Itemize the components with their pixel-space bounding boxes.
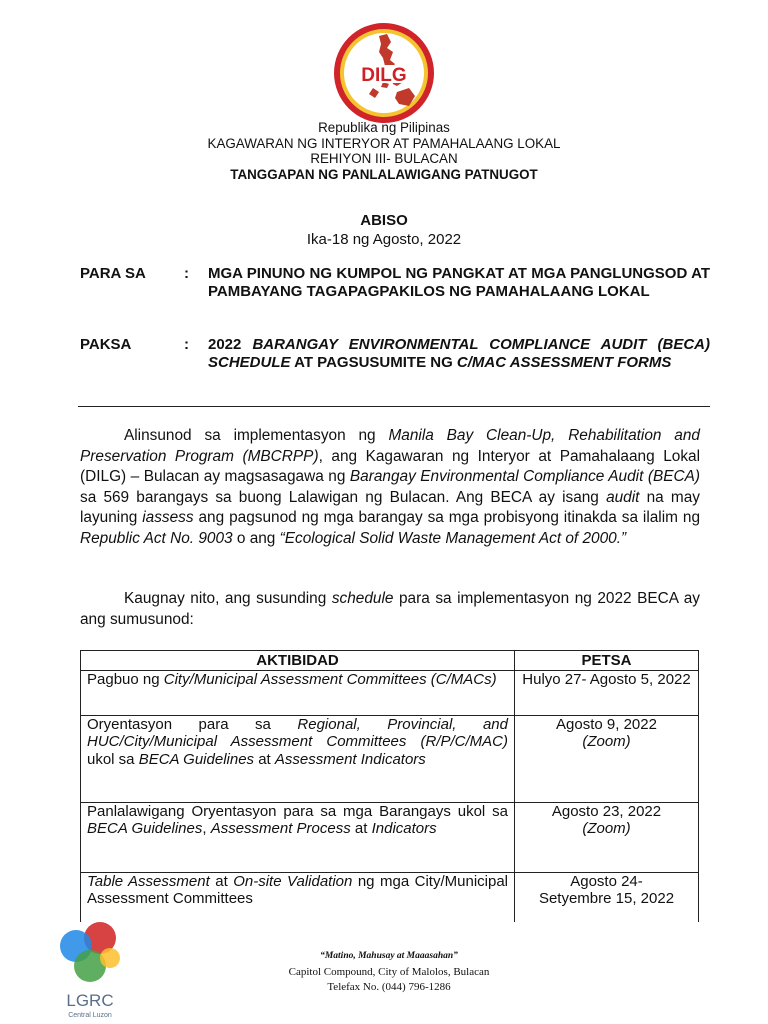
table-row	[81, 715, 699, 802]
divider-line	[78, 406, 710, 407]
footer-address	[0, 965, 768, 995]
seal-text: DILG	[361, 65, 407, 86]
table-row	[81, 670, 699, 715]
paksa-label: PAKSA	[80, 336, 132, 353]
header-department: KAGAWARAN NG INTERYOR AT PAMAHALAANG LOKAL	[207, 135, 561, 151]
body-paragraph-2: Kaugnay nito, ang susunding schedule para sa implementasyon ng 2022 BECA ay ang sumusunod:	[80, 590, 700, 628]
para-sa-label: PARA SA	[80, 265, 146, 282]
activity-cell: Table Assessment at On-site Validation ng mga City/Municipal Assessment Committees	[81, 872, 515, 922]
letterhead	[0, 120, 768, 182]
date-cell: Agosto 9, 2022 (Zoom)	[515, 715, 699, 802]
lgrc-subtext: Central Luzon	[68, 1012, 112, 1019]
header-republic: Republika ng Pilipinas	[318, 120, 450, 135]
paksa-colon: :	[184, 336, 189, 353]
date-cell: Hulyo 27- Agosto 5, 2022	[515, 670, 699, 715]
date-cell: Agosto 24- Setyembre 15, 2022	[515, 872, 699, 922]
date-cell: Agosto 23, 2022 (Zoom)	[515, 802, 699, 872]
lgrc-text: LGRC	[66, 991, 114, 1010]
para-sa-colon: :	[184, 265, 189, 282]
footer-address-line: Capitol Compound, City of Malolos, Bulacan	[288, 966, 490, 978]
table-header-row	[81, 651, 699, 671]
footer-motto: “Matino, Mahusay at Maaasahan”	[320, 951, 458, 961]
dilg-seal-logo	[333, 22, 435, 124]
table-row	[81, 802, 699, 872]
header-region: REHIYON III- BULACAN	[310, 151, 458, 166]
notice-heading	[0, 211, 768, 249]
schedule-table	[80, 650, 699, 922]
paksa-value: 2022 BARANGAY ENVIRONMENTAL COMPLIANCE AUDIT (BECA) SCHEDULE AT PAGSUSUMITE NG C/MAC ASSESSMENT FORMS	[208, 336, 710, 371]
header-aktibidad: AKTIBIDAD	[81, 651, 515, 671]
footer-telefax: Telefax No. (044) 796-1286	[327, 981, 451, 993]
header-petsa: PETSA	[515, 651, 699, 671]
header-office: TANGGAPAN NG PANLALAWIGANG PATNUGOT	[230, 166, 538, 182]
activity-cell: Pagbuo ng City/Municipal Assessment Committees (C/MACs)	[81, 670, 515, 715]
para-sa-value: MGA PINUNO NG KUMPOL NG PANGKAT AT MGA PANGLUNGSOD AT PAMBAYANG TAGAPAGPAKILOS NG PAMAHALAANG LOKAL	[208, 265, 710, 300]
body-paragraph-1: Alinsunod sa implementasyon ng Manila Bay Clean-Up, Rehabilitation and Preservation Program (MBCRPP), ang Kagawaran ng Interyor at Pamahalaang Lokal (DILG) – Bulacan ay magsasagawa ng Barangay Environmental Compliance Audit (BECA) sa 569 barangays sa buong Lalawigan ng Bulacan. Ang BECA ay isang audit na may layuning iassess ang pagsunod ng mga barangay sa mga probisyong itinakda sa ilalim ng Republic Act No. 9003 o ang “Ecological Solid Waste Management Act of 2000.”	[80, 427, 701, 547]
notice-date: Ika-18 ng Agosto, 2022	[306, 231, 462, 248]
activity-cell: Panlalawigang Oryentasyon para sa mga Barangays ukol sa BECA Guidelines, Assessment Process at Indicators	[81, 802, 515, 872]
notice-title: ABISO	[360, 212, 408, 229]
table-row	[81, 872, 699, 922]
activity-cell: Oryentasyon para sa Regional, Provincial, and HUC/City/Municipal Assessment Committees (R/P/C/MAC) ukol sa BECA Guidelines at Assessment Indicators	[81, 715, 515, 802]
